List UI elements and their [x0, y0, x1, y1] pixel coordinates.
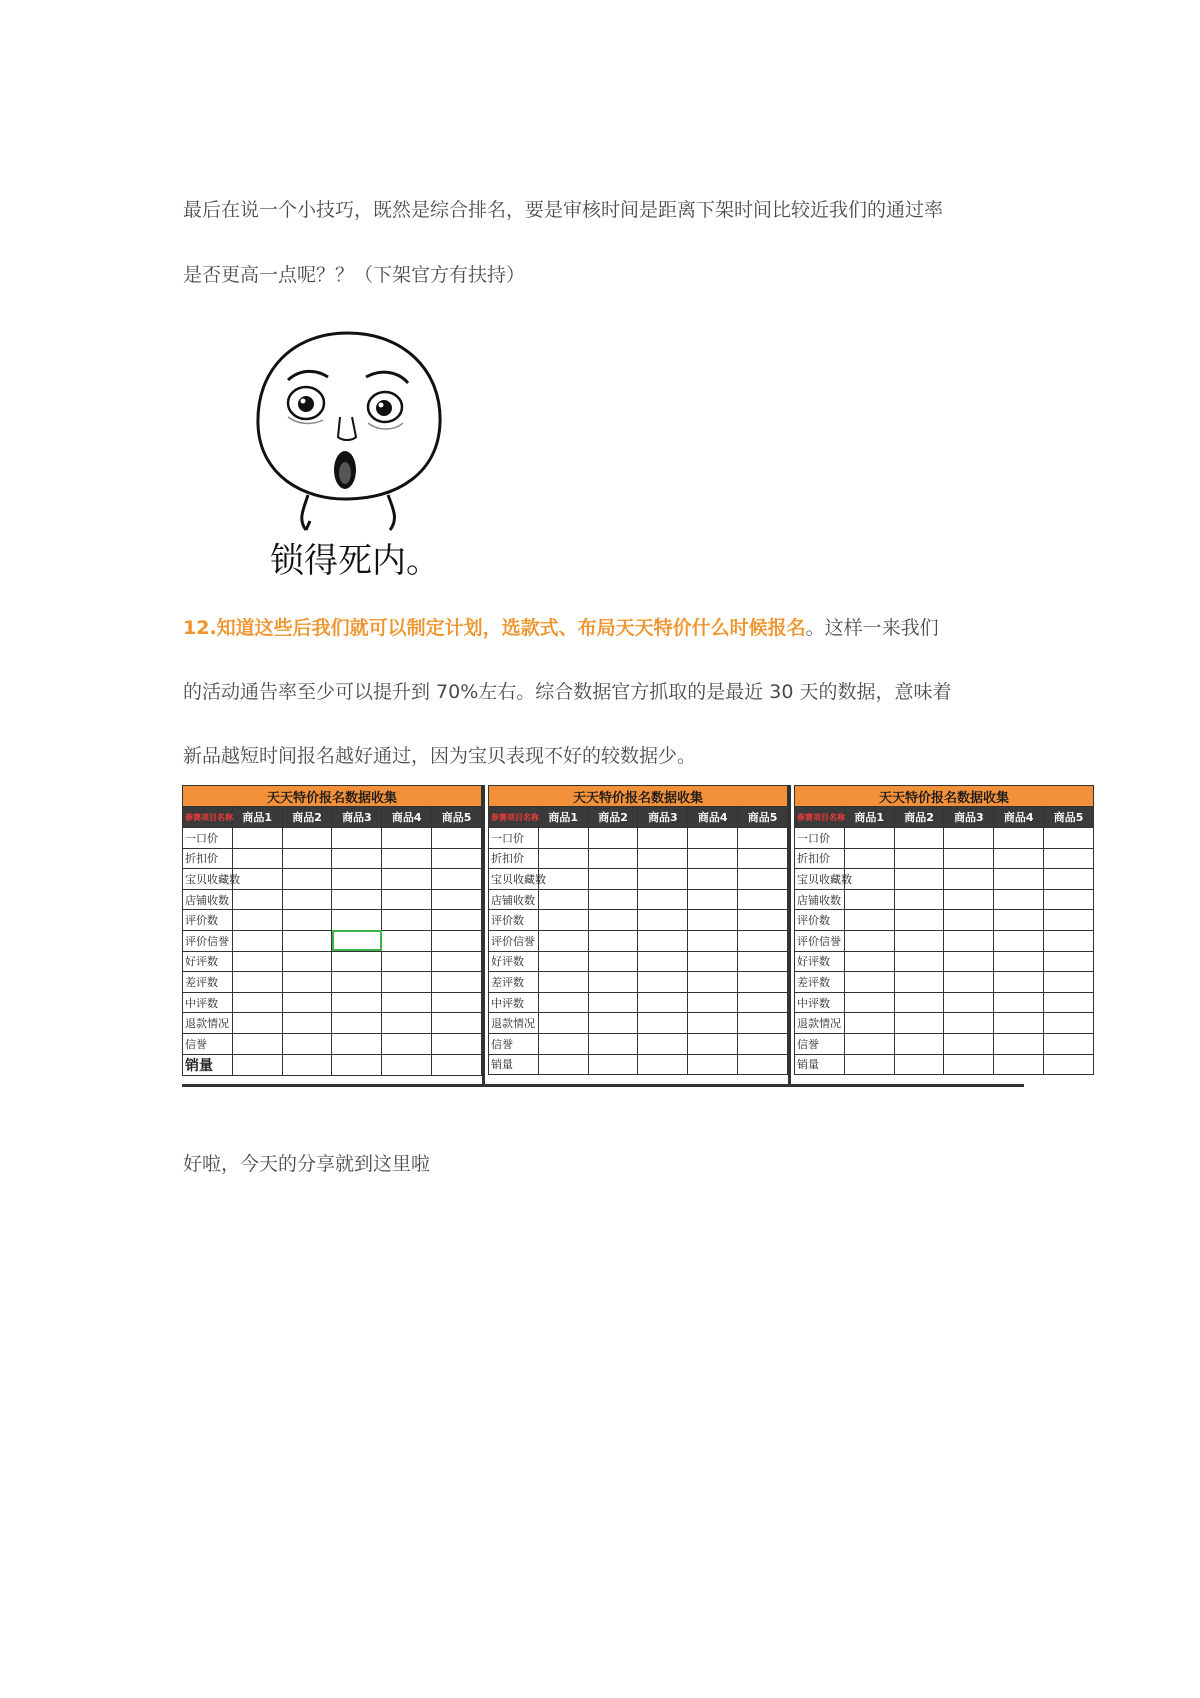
sheet-column-header: 商品5: [432, 807, 482, 828]
sheet-row-label: 一口价: [795, 828, 845, 849]
sheet-cell[interactable]: [944, 1033, 994, 1054]
table-row: [489, 992, 788, 1013]
table-row: [489, 1013, 788, 1034]
sheet-row-label: 评价数: [795, 910, 845, 931]
sheet-row-label: 好评数: [489, 951, 539, 972]
sheet-cell[interactable]: [232, 972, 282, 993]
spreadsheet-screenshot: [182, 785, 1084, 1089]
sheet-column-header: 商品1: [232, 807, 282, 828]
sheet-column-header: 商品3: [638, 807, 688, 828]
sheet-cell[interactable]: [282, 951, 332, 972]
sheet-cell[interactable]: [738, 972, 788, 993]
sheet-cell[interactable]: [994, 828, 1044, 849]
sheet-cell[interactable]: [232, 828, 282, 849]
sheet-cell[interactable]: [432, 992, 482, 1013]
sheet-cell[interactable]: [944, 930, 994, 951]
sheet-bottom-border: [182, 1084, 1024, 1087]
sheet-cell[interactable]: [638, 889, 688, 910]
sheet-row-label: 宝贝收藏数: [795, 869, 845, 890]
sheet-table: [488, 785, 788, 1075]
sheet-cell[interactable]: [994, 869, 1044, 890]
sheet-cell[interactable]: [588, 869, 638, 890]
table-row: [183, 930, 482, 951]
sheet-cell[interactable]: [894, 930, 944, 951]
sheet-row-label: 差评数: [795, 972, 845, 993]
table-row: [183, 828, 482, 849]
sheet-cell[interactable]: [538, 930, 588, 951]
sheet-cell[interactable]: [588, 1013, 638, 1034]
sheet-cell[interactable]: [282, 930, 332, 951]
highlighted-heading: 12.知道这些后我们就可以制定计划，选款式、布局天天特价什么时候报名: [183, 617, 806, 639]
table-row: [183, 1013, 482, 1034]
sheet-cell[interactable]: [588, 1054, 638, 1075]
sheet-row-label: 评价信誉: [795, 930, 845, 951]
table-row: [489, 848, 788, 869]
sheet-cell[interactable]: [588, 910, 638, 931]
sheet-cell[interactable]: [844, 828, 894, 849]
table-row: [489, 889, 788, 910]
sheet-cell[interactable]: [688, 930, 738, 951]
sheet-row-label: 销量: [489, 1054, 539, 1075]
sheet-cell[interactable]: [538, 828, 588, 849]
sheet-cell[interactable]: [282, 910, 332, 931]
sheet-cell[interactable]: [382, 910, 432, 931]
sheet-cell[interactable]: [432, 889, 482, 910]
sheet-row-label: 销量: [795, 1054, 845, 1075]
sheet-cell[interactable]: [944, 1013, 994, 1034]
sheet-cell[interactable]: [538, 848, 588, 869]
sheet-corner-label: 参赛项目名称: [795, 807, 845, 828]
sheet-cell[interactable]: [894, 1033, 944, 1054]
sheet-panel-1: [182, 785, 485, 1087]
sheet-cell[interactable]: [588, 889, 638, 910]
sheet-column-header: 商品5: [1044, 807, 1094, 828]
sheet-cell[interactable]: [232, 951, 282, 972]
sheet-cell[interactable]: [382, 828, 432, 849]
sheet-cell[interactable]: [382, 972, 432, 993]
sheet-cell[interactable]: [588, 972, 638, 993]
sheet-row-label: 一口价: [183, 828, 233, 849]
table-row: [795, 1033, 1094, 1054]
sheet-row-label: 信誉: [183, 1033, 233, 1054]
sheet-cell[interactable]: [944, 848, 994, 869]
sheet-cell[interactable]: [432, 1033, 482, 1054]
sheet-cell[interactable]: [588, 1033, 638, 1054]
sheet-row-label: 中评数: [183, 992, 233, 1013]
sheet-panel-2: [488, 785, 791, 1087]
sheet-cell[interactable]: [894, 910, 944, 931]
sheet-cell[interactable]: [332, 848, 382, 869]
sheet-cell[interactable]: [638, 828, 688, 849]
sheet-cell[interactable]: [282, 848, 332, 869]
sheet-cell[interactable]: [638, 992, 688, 1013]
sheet-cell[interactable]: [688, 889, 738, 910]
sheet-corner-label: 参赛项目名称: [489, 807, 539, 828]
table-row: [489, 828, 788, 849]
sheet-cell[interactable]: [944, 910, 994, 931]
sheet-row-label: 差评数: [183, 972, 233, 993]
sheet-row-label: 一口价: [489, 828, 539, 849]
sheet-cell[interactable]: [844, 1054, 894, 1075]
sheet-row-label: 宝贝收藏数: [183, 869, 233, 890]
sheet-column-header: 商品3: [332, 807, 382, 828]
sheet-cell[interactable]: [432, 910, 482, 931]
sheet-cell[interactable]: [738, 992, 788, 1013]
sheet-cell[interactable]: [432, 1054, 482, 1075]
sheet-cell[interactable]: [538, 1054, 588, 1075]
sheet-cell[interactable]: [1044, 972, 1094, 993]
sheet-cell[interactable]: [944, 972, 994, 993]
sheet-cell[interactable]: [282, 992, 332, 1013]
sheet-cell[interactable]: [688, 972, 738, 993]
sheet-cell[interactable]: [738, 828, 788, 849]
sheet-column-header: 商品2: [282, 807, 332, 828]
sheet-cell[interactable]: [688, 1013, 738, 1034]
sheet-row-label: 评价信誉: [489, 930, 539, 951]
sheet-cell[interactable]: [844, 930, 894, 951]
table-row: [795, 889, 1094, 910]
sheet-cell[interactable]: [638, 848, 688, 869]
table-row: [183, 848, 482, 869]
sheet-cell[interactable]: [332, 1054, 382, 1075]
sheet-cell[interactable]: [994, 910, 1044, 931]
sheet-cell[interactable]: [282, 1033, 332, 1054]
table-row: [489, 1054, 788, 1075]
sheet-title: 天天特价报名数据收集: [183, 786, 482, 807]
sheet-row-label: 评价信誉: [183, 930, 233, 951]
sheet-cell[interactable]: [738, 1054, 788, 1075]
paragraph-plan-line1: [183, 617, 1023, 639]
sheet-cell[interactable]: [688, 828, 738, 849]
table-row: [795, 930, 1094, 951]
sheet-cell[interactable]: [994, 1054, 1044, 1075]
sheet-cell[interactable]: [232, 992, 282, 1013]
sheet-cell[interactable]: [844, 1013, 894, 1034]
sheet-cell[interactable]: [944, 951, 994, 972]
sheet-cell[interactable]: [994, 889, 1044, 910]
sheet-cell[interactable]: [538, 992, 588, 1013]
table-row: [795, 992, 1094, 1013]
sheet-row-label: 评价数: [183, 910, 233, 931]
sheet-cell[interactable]: [382, 889, 432, 910]
sheet-cell[interactable]: [1044, 848, 1094, 869]
sheet-cell[interactable]: [894, 951, 944, 972]
sheet-column-header: 商品1: [538, 807, 588, 828]
sheet-cell[interactable]: [382, 1054, 432, 1075]
sheet-column-header: 商品4: [688, 807, 738, 828]
sheet-cell[interactable]: [432, 828, 482, 849]
sheet-cell[interactable]: [538, 1033, 588, 1054]
sheet-cell[interactable]: [282, 869, 332, 890]
sheet-cell[interactable]: [688, 951, 738, 972]
sheet-cell[interactable]: [1044, 1033, 1094, 1054]
table-row: [183, 869, 482, 890]
sheet-row-label: 好评数: [183, 951, 233, 972]
sheet-row-label: 店铺收数: [795, 889, 845, 910]
table-row: [489, 910, 788, 931]
selected-cell[interactable]: [332, 930, 382, 951]
sheet-cell[interactable]: [332, 992, 382, 1013]
sheet-row-label: 折扣价: [489, 848, 539, 869]
sheet-row-label: 宝贝收藏数: [489, 869, 539, 890]
sheet-cell[interactable]: [1044, 889, 1094, 910]
sheet-cell[interactable]: [894, 992, 944, 1013]
sheet-cell[interactable]: [282, 1054, 332, 1075]
sheet-cell[interactable]: [382, 992, 432, 1013]
paragraph-plan-line2: 的活动通告率至少可以提升到 70%左右。综合数据官方抓取的是最近 30 天的数据，意味着: [183, 681, 952, 703]
sheet-cell[interactable]: [332, 828, 382, 849]
sheet-cell[interactable]: [382, 848, 432, 869]
sheet-cell[interactable]: [638, 1033, 688, 1054]
sheet-cell[interactable]: [638, 972, 688, 993]
sheet-cell[interactable]: [944, 828, 994, 849]
sheet-cell[interactable]: [382, 1013, 432, 1034]
table-row: [183, 889, 482, 910]
sheet-cell[interactable]: [1044, 910, 1094, 931]
sheet-title: 天天特价报名数据收集: [489, 786, 788, 807]
sheet-cell[interactable]: [588, 992, 638, 1013]
sheet-row-label: 退款情况: [183, 1013, 233, 1034]
sheet-cell[interactable]: [844, 910, 894, 931]
sheet-column-header: 商品5: [738, 807, 788, 828]
sheet-cell[interactable]: [738, 1013, 788, 1034]
sheet-cell[interactable]: [332, 1033, 382, 1054]
sheet-cell[interactable]: [894, 869, 944, 890]
sheet-cell[interactable]: [688, 848, 738, 869]
sheet-corner-label: 参赛项目名称: [183, 807, 233, 828]
sheet-cell[interactable]: [844, 972, 894, 993]
sheet-cell[interactable]: [282, 972, 332, 993]
table-row: [489, 951, 788, 972]
sheet-cell[interactable]: [844, 1033, 894, 1054]
sheet-row-label: 店铺收数: [183, 889, 233, 910]
sheet-row-label: 中评数: [489, 992, 539, 1013]
sheet-cell[interactable]: [332, 1013, 382, 1034]
sheet-cell[interactable]: [894, 889, 944, 910]
sheet-cell[interactable]: [738, 951, 788, 972]
sheet-cell[interactable]: [538, 1013, 588, 1034]
table-row: [795, 910, 1094, 931]
sheet-cell[interactable]: [232, 910, 282, 931]
sheet-column-header: 商品4: [382, 807, 432, 828]
sheet-cell[interactable]: [332, 972, 382, 993]
sheet-cell[interactable]: [738, 848, 788, 869]
sheet-panel-3: [794, 785, 1084, 1087]
table-row: [489, 930, 788, 951]
sheet-cell[interactable]: [588, 828, 638, 849]
sheet-cell[interactable]: [588, 848, 638, 869]
sheet-cell[interactable]: [894, 848, 944, 869]
table-row: [489, 972, 788, 993]
sheet-cell[interactable]: [232, 1054, 282, 1075]
sheet-cell[interactable]: [894, 1013, 944, 1034]
paragraph-tip-line2: 是否更高一点呢？？（下架官方有扶持）: [183, 264, 526, 286]
sheet-cell[interactable]: [638, 1054, 688, 1075]
sheet-cell[interactable]: [432, 1013, 482, 1034]
sheet-cell[interactable]: [638, 869, 688, 890]
sheet-cell[interactable]: [332, 869, 382, 890]
sheet-cell[interactable]: [1044, 1013, 1094, 1034]
sheet-cell[interactable]: [688, 1054, 738, 1075]
table-row: [795, 1013, 1094, 1034]
sheet-cell[interactable]: [638, 1013, 688, 1034]
sheet-row-label: 折扣价: [183, 848, 233, 869]
sheet-cell[interactable]: [944, 1054, 994, 1075]
table-row: [795, 869, 1094, 890]
sheet-cell[interactable]: [894, 828, 944, 849]
sheet-cell[interactable]: [1044, 869, 1094, 890]
sheet-cell[interactable]: [738, 910, 788, 931]
sheet-table: [182, 785, 482, 1076]
sheet-cell[interactable]: [432, 848, 482, 869]
sheet-row-label: 差评数: [489, 972, 539, 993]
sheet-row-label: 评价数: [489, 910, 539, 931]
sheet-row-label: 店铺收数: [489, 889, 539, 910]
sheet-cell[interactable]: [638, 951, 688, 972]
sheet-cell[interactable]: [232, 1033, 282, 1054]
sheet-row-label: 销量: [183, 1054, 233, 1075]
sheet-column-header: 商品3: [944, 807, 994, 828]
sheet-cell[interactable]: [1044, 930, 1094, 951]
sheet-cell[interactable]: [994, 1033, 1044, 1054]
sheet-cell[interactable]: [432, 951, 482, 972]
sheet-cell[interactable]: [1044, 951, 1094, 972]
sheet-cell[interactable]: [994, 992, 1044, 1013]
sheet-cell[interactable]: [1044, 828, 1094, 849]
sheet-row-label: 退款情况: [795, 1013, 845, 1034]
sheet-column-header: 商品2: [588, 807, 638, 828]
sheet-title: 天天特价报名数据收集: [795, 786, 1094, 807]
sheet-cell[interactable]: [382, 930, 432, 951]
sheet-column-header: 商品1: [844, 807, 894, 828]
sheet-cell[interactable]: [844, 992, 894, 1013]
sheet-cell[interactable]: [432, 972, 482, 993]
sheet-column-header: 商品2: [894, 807, 944, 828]
sheet-cell[interactable]: [844, 951, 894, 972]
sheet-row-label: 退款情况: [489, 1013, 539, 1034]
sheet-table: [794, 785, 1094, 1075]
sheet-cell[interactable]: [738, 930, 788, 951]
sheet-cell[interactable]: [382, 1033, 432, 1054]
table-row: [795, 951, 1094, 972]
paragraph-tip-line1: 最后在说一个小技巧，既然是综合排名，要是审核时间是距离下架时间比较近我们的通过率: [183, 199, 944, 221]
sheet-cell[interactable]: [994, 1013, 1044, 1034]
table-row: [489, 1033, 788, 1054]
table-row: [183, 910, 482, 931]
table-row: [183, 992, 482, 1013]
sheet-cell[interactable]: [538, 910, 588, 931]
sheet-cell[interactable]: [688, 992, 738, 1013]
sheet-row-label: 信誉: [489, 1033, 539, 1054]
paragraph-plan-line3: 新品越短时间报名越好通过，因为宝贝表现不好的较数据少。: [183, 745, 697, 767]
sheet-cell[interactable]: [588, 930, 638, 951]
sheet-cell[interactable]: [738, 889, 788, 910]
sheet-cell[interactable]: [844, 889, 894, 910]
sheet-cell[interactable]: [538, 889, 588, 910]
sheet-cell[interactable]: [738, 869, 788, 890]
sheet-cell[interactable]: [638, 910, 688, 931]
sheet-cell[interactable]: [944, 889, 994, 910]
sheet-cell[interactable]: [944, 992, 994, 1013]
table-row: [795, 1054, 1094, 1075]
sheet-cell[interactable]: [332, 951, 382, 972]
sheet-row-label: 中评数: [795, 992, 845, 1013]
table-row: [489, 869, 788, 890]
sheet-cell[interactable]: [232, 1013, 282, 1034]
table-row: [795, 848, 1094, 869]
sheet-cell[interactable]: [332, 910, 382, 931]
table-row: [183, 972, 482, 993]
sheet-cell[interactable]: [894, 1054, 944, 1075]
sheet-cell[interactable]: [688, 869, 738, 890]
sheet-cell[interactable]: [232, 889, 282, 910]
table-row: [183, 951, 482, 972]
sheet-cell[interactable]: [688, 910, 738, 931]
table-row: [795, 972, 1094, 993]
sheet-cell[interactable]: [994, 951, 1044, 972]
sheet-cell[interactable]: [432, 869, 482, 890]
closing-paragraph: 好啦，今天的分享就到这里啦: [183, 1153, 431, 1175]
sheet-cell[interactable]: [1044, 1054, 1094, 1075]
sheet-row-label: 信誉: [795, 1033, 845, 1054]
sheet-cell[interactable]: [638, 930, 688, 951]
sheet-cell[interactable]: [944, 869, 994, 890]
sheet-cell[interactable]: [282, 1013, 332, 1034]
sheet-cell[interactable]: [382, 869, 432, 890]
sheet-cell[interactable]: [232, 848, 282, 869]
table-row: [183, 1054, 482, 1075]
sheet-row-label: 折扣价: [795, 848, 845, 869]
sheet-cell[interactable]: [538, 951, 588, 972]
meme-caption: 锁得死内。: [270, 541, 440, 581]
paragraph-plan-rest: 。这样一来我们: [805, 617, 939, 639]
sheet-cell[interactable]: [282, 828, 332, 849]
sheet-cell[interactable]: [332, 889, 382, 910]
sheet-cell[interactable]: [382, 951, 432, 972]
sheet-cell[interactable]: [894, 972, 944, 993]
sheet-cell[interactable]: [282, 889, 332, 910]
sheet-column-header: 商品4: [994, 807, 1044, 828]
table-row: [795, 828, 1094, 849]
sheet-row-label: 好评数: [795, 951, 845, 972]
sheet-cell[interactable]: [844, 848, 894, 869]
sheet-cell[interactable]: [432, 930, 482, 951]
sheet-cell[interactable]: [1044, 992, 1094, 1013]
sheet-cell[interactable]: [688, 1033, 738, 1054]
table-row: [183, 1033, 482, 1054]
sheet-cell[interactable]: [588, 951, 638, 972]
sheet-cell[interactable]: [994, 848, 1044, 869]
sheet-cell[interactable]: [994, 930, 1044, 951]
sheet-cell[interactable]: [538, 972, 588, 993]
sheet-cell[interactable]: [738, 1033, 788, 1054]
sheet-cell[interactable]: [994, 972, 1044, 993]
sheet-cell[interactable]: [232, 930, 282, 951]
